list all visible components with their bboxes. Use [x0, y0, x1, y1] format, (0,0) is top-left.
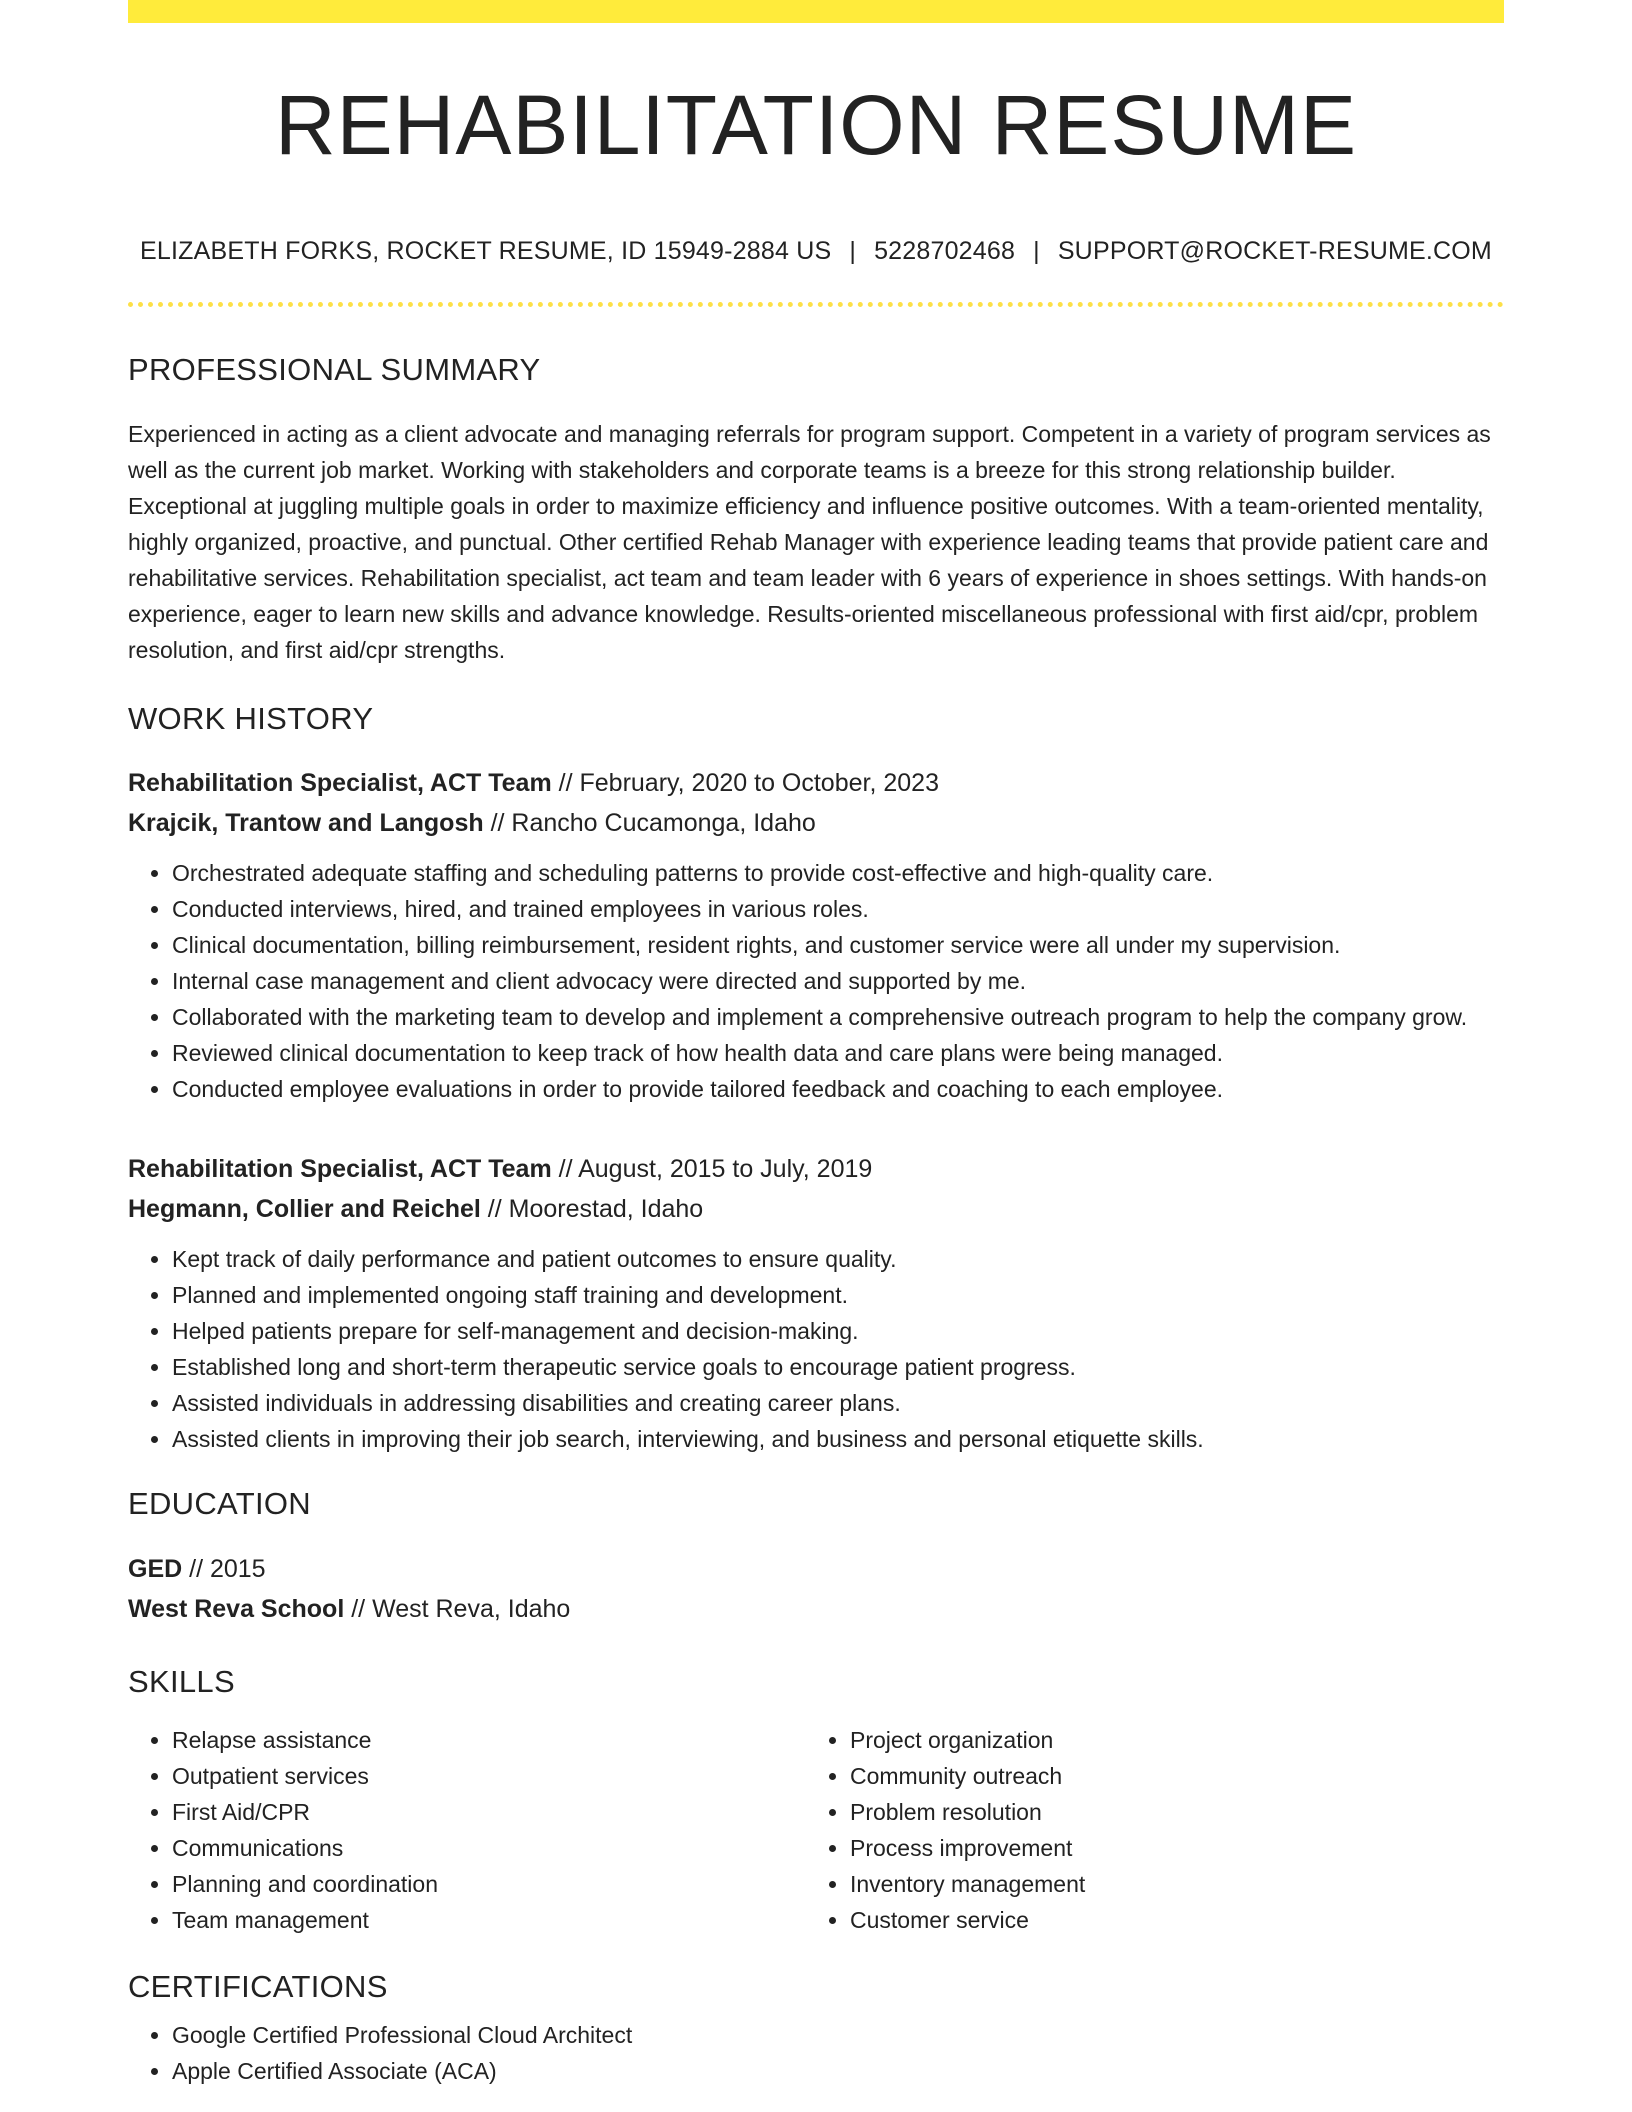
work-history-heading: WORK HISTORY	[128, 701, 374, 737]
education-degree: GED	[128, 1554, 183, 1583]
list-item: • Reviewed clinical documentation to keep track of how health data and care plans were being managed.	[172, 1035, 1504, 1071]
list-item: • Established long and short-term therapeutic service goals to encourage patient progress.	[172, 1349, 1504, 1385]
list-item: • Planned and implemented ongoing staff training and development.	[172, 1277, 1504, 1313]
accent-bar	[128, 0, 1504, 23]
job-entry	[128, 763, 1504, 1107]
contact-separator: |	[849, 237, 857, 265]
list-item: • Apple Certified Associate (ACA)	[172, 2053, 1504, 2089]
list-item: • Project organization	[850, 1722, 1484, 1758]
list-item: • Google Certified Professional Cloud Architect	[172, 2017, 1504, 2053]
certifications-list	[128, 2017, 1504, 2089]
education-location: // West Reva, Idaho	[344, 1594, 571, 1623]
list-item: • Team management	[172, 1902, 806, 1938]
list-item: • Process improvement	[850, 1830, 1484, 1866]
list-item: • Orchestrated adequate staffing and scheduling patterns to provide cost-effective and high-quality care.	[172, 855, 1504, 891]
list-item: • Outpatient services	[172, 1758, 806, 1794]
education-year: // 2015	[182, 1554, 266, 1583]
list-item: • Inventory management	[850, 1866, 1484, 1902]
skills-grid	[128, 1722, 1504, 1938]
job-location: // Moorestad, Idaho	[480, 1195, 704, 1224]
list-item: • Collaborated with the marketing team to develop and implement a comprehensive outreach program to help the company grow.	[172, 999, 1504, 1035]
list-item: • Community outreach	[850, 1758, 1484, 1794]
list-item: • Kept track of daily performance and patient outcomes to ensure quality.	[172, 1241, 1504, 1277]
list-item: • Conducted employee evaluations in order to provide tailored feedback and coaching to each employee.	[172, 1071, 1504, 1107]
list-item: • Problem resolution	[850, 1794, 1484, 1830]
job-duties-list	[128, 855, 1504, 1107]
list-item: • Assisted individuals in addressing disabilities and creating career plans.	[172, 1385, 1504, 1421]
list-item: • Communications	[172, 1830, 806, 1866]
list-item: • Helped patients prepare for self-management and decision-making.	[172, 1313, 1504, 1349]
job-title-line	[128, 763, 1504, 803]
resume-page	[128, 0, 1504, 2089]
job-entry	[128, 1149, 1504, 1457]
contact-separator: |	[1033, 237, 1040, 265]
job-title: Rehabilitation Specialist, ACT Team	[128, 1155, 552, 1184]
job-title-line	[128, 1149, 1504, 1189]
list-item: • Relapse assistance	[172, 1722, 806, 1758]
list-item: • Customer service	[850, 1902, 1484, 1938]
job-company-line	[128, 803, 1504, 843]
contact-phone: 5228702468	[874, 237, 1016, 265]
contact-line	[128, 237, 1504, 266]
job-title: Rehabilitation Specialist, ACT Team	[128, 769, 552, 798]
education-heading: EDUCATION	[128, 1486, 311, 1522]
education-degree-line	[128, 1549, 1504, 1589]
skills-list-left	[128, 1722, 806, 1938]
job-location: // Rancho Cucamonga, Idaho	[483, 809, 816, 838]
list-item: • Planning and coordination	[172, 1866, 806, 1902]
list-item: • Clinical documentation, billing reimbursement, resident rights, and customer service were all under my supervision.	[172, 927, 1504, 963]
resume-title: REHABILITATION RESUME	[274, 78, 1358, 172]
education-school: West Reva School	[128, 1594, 345, 1623]
summary-text: Experienced in acting as a client advocate and managing referrals for program support. Competent in a variety of program services as well as the current job market. Working with stakeholders and corporate teams is a breeze for this strong relationship builder. Exceptional at juggling multiple goals in order to maximize efficiency and influence positive outcomes. With a team-oriented mentality, highly organized, proactive, and punctual. Other certified Rehab Manager with experience leading teams that provide patient care and rehabilitative services. Rehabilitation specialist, act team and team leader with 6 years of experience in shoes settings. With hands-on experience, eager to learn new skills and advance knowledge. Results-oriented miscellaneous professional with first aid/cpr, problem resolution, and first aid/cpr strengths.	[128, 421, 1491, 664]
job-company: Krajcik, Trantow and Langosh	[128, 809, 484, 838]
education-school-line	[128, 1589, 1504, 1629]
contact-address: ELIZABETH FORKS, ROCKET RESUME, ID 15949-2884 US	[140, 237, 832, 265]
summary-heading: PROFESSIONAL SUMMARY	[128, 352, 541, 387]
skills-heading: SKILLS	[128, 1663, 235, 1699]
header-divider	[128, 302, 1504, 307]
job-dates: // August, 2015 to July, 2019	[551, 1155, 873, 1184]
list-item: • Internal case management and client advocacy were directed and supported by me.	[172, 963, 1504, 999]
job-dates: // February, 2020 to October, 2023	[551, 769, 939, 798]
job-duties-list	[128, 1241, 1504, 1457]
list-item: • Conducted interviews, hired, and trained employees in various roles.	[172, 891, 1504, 927]
certifications-heading: CERTIFICATIONS	[128, 1968, 388, 2004]
job-company: Hegmann, Collier and Reichel	[128, 1195, 481, 1224]
list-item: • Assisted clients in improving their job search, interviewing, and business and personal etiquette skills.	[172, 1421, 1504, 1457]
job-company-line	[128, 1189, 1504, 1229]
skills-list-right	[806, 1722, 1484, 1938]
contact-email: SUPPORT@ROCKET-RESUME.COM	[1057, 237, 1492, 265]
list-item: • First Aid/CPR	[172, 1794, 806, 1830]
education-entry	[128, 1549, 1504, 1629]
